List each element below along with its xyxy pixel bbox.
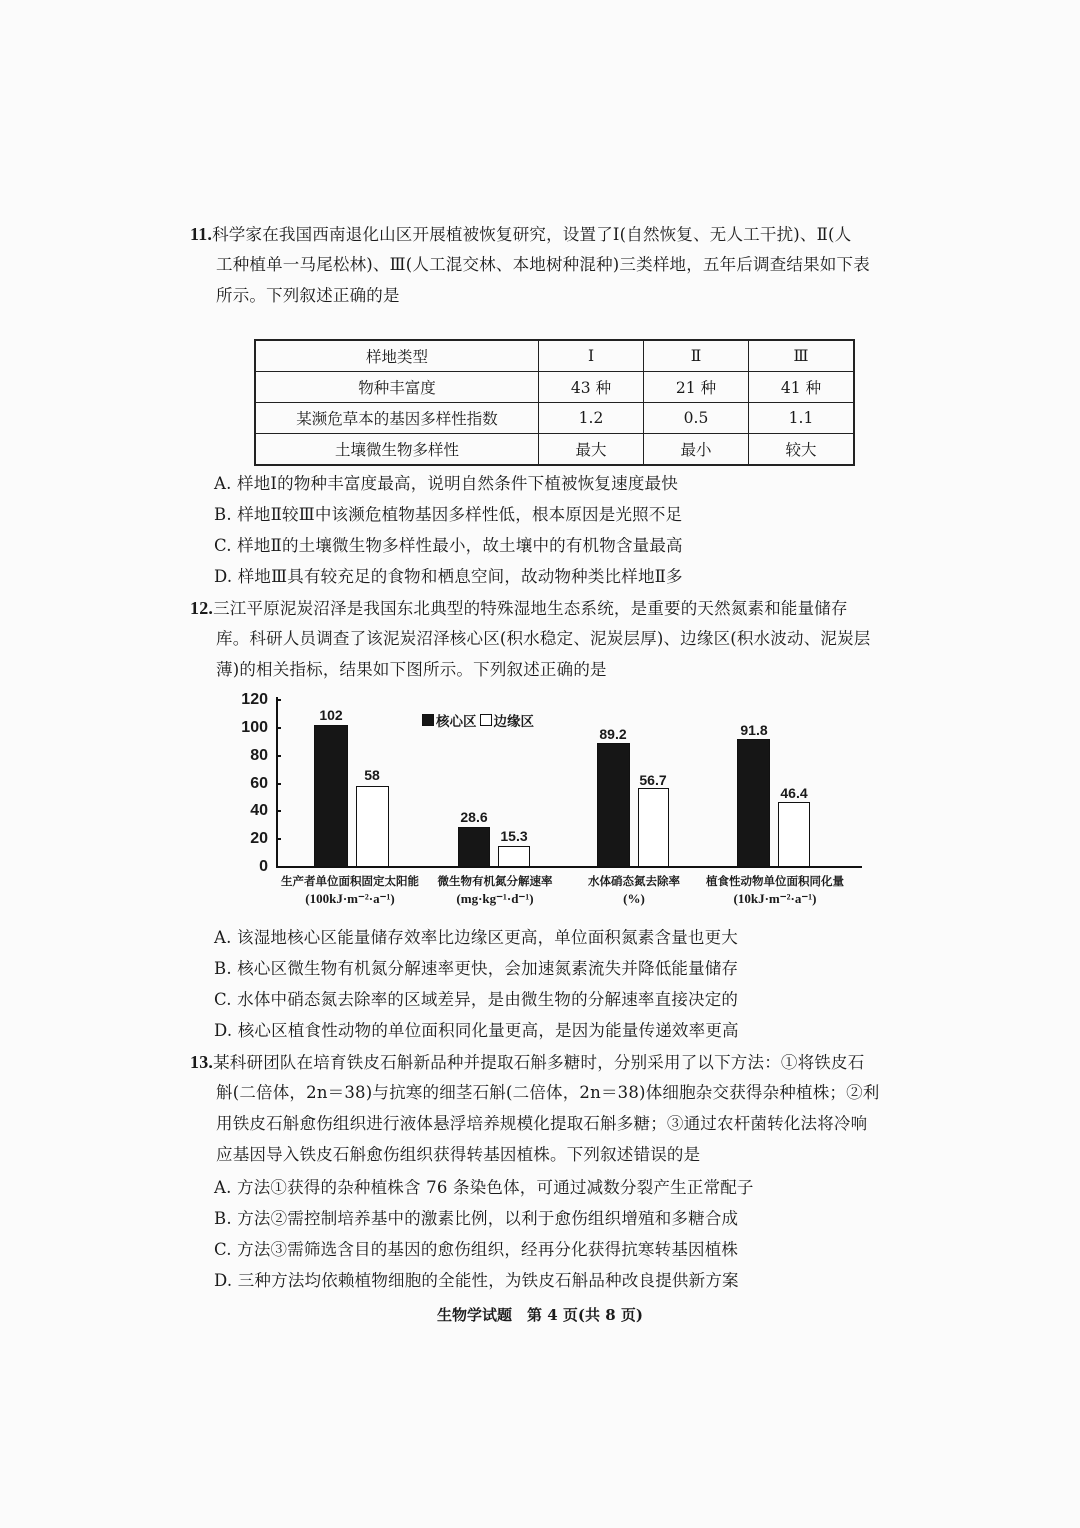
chart-legend — [422, 710, 534, 730]
stem-line: 库。科研人员调查了该泥炭沼泽核心区(积水稳定、泥炭层厚)、边缘区(积水波动、泥炭层 — [216, 629, 871, 648]
y-tick: 100 — [241, 719, 268, 736]
bar-edge-solar — [356, 786, 389, 867]
table-cell: 样地类型 — [255, 340, 539, 372]
category-name: 植食性动物单位面积同化量 — [706, 874, 844, 888]
table-row — [255, 403, 854, 434]
option-b: B. 核心区微生物有机氮分解速率更快，会加速氮素流失并降低能量储存 — [214, 959, 739, 978]
y-tick: 40 — [250, 802, 268, 819]
stem-line: 某科研团队在培育铁皮石斛新品种并提取石斛多糖时，分别采用了以下方法：①将铁皮石 — [213, 1053, 865, 1072]
category-name: 生产者单位面积固定太阳能 — [281, 874, 419, 888]
table-cell: 0.5 — [644, 403, 749, 434]
category-unit: (10kJ·m⁻²·a⁻¹) — [733, 891, 817, 906]
wetland-bar-chart — [230, 685, 880, 915]
x-category-label — [690, 873, 860, 907]
question-12 — [190, 598, 910, 688]
stem-line: 科学家在我国西南退化山区开展植被恢复研究，设置了Ⅰ(自然恢复、无人工干扰)、Ⅱ(人 — [212, 225, 852, 244]
table-cell: 最大 — [539, 434, 644, 466]
question-number: 12. — [190, 598, 214, 618]
page-footer: 生物学试题 第 4 页(共 8 页) — [437, 1306, 643, 1324]
legend-label-edge: 边缘区 — [493, 714, 534, 730]
bar-core-solar — [314, 725, 348, 867]
table-cell: 41 种 — [749, 372, 855, 403]
sample-plot-table — [254, 339, 855, 466]
y-tick: 20 — [250, 830, 268, 847]
table-cell: Ⅲ — [749, 340, 855, 372]
category-unit: (%) — [623, 891, 645, 906]
bar-edge-n-decomp — [498, 846, 530, 867]
y-tick: 80 — [250, 747, 268, 764]
table-cell: 某濒危草本的基因多样性指数 — [255, 403, 539, 434]
stem-line: 应基因导入铁皮石斛愈伤组织获得转基因植株。下列叙述错误的是 — [216, 1145, 701, 1164]
legend-swatch-core — [422, 714, 434, 726]
category-name: 水体硝态氮去除率 — [588, 874, 680, 888]
option-c: C. 水体中硝态氮去除率的区域差异，是由微生物的分解速率直接决定的 — [214, 990, 739, 1009]
table-row — [255, 434, 854, 466]
bar-edge-herbivore — [778, 802, 810, 867]
bar-value-label: 56.7 — [639, 772, 667, 788]
table-header-row — [255, 340, 854, 372]
question-13 — [190, 1052, 910, 1172]
table-cell: 21 种 — [644, 372, 749, 403]
option-a: A. 样地Ⅰ的物种丰富度最高，说明自然条件下植被恢复速度最快 — [214, 474, 678, 493]
bar-value-label: 91.8 — [740, 722, 768, 738]
option-d: D. 样地Ⅲ具有较充足的食物和栖息空间，故动物种类比样地Ⅱ多 — [214, 567, 683, 586]
table-row — [255, 372, 854, 403]
y-tick: 0 — [259, 858, 268, 875]
y-tick: 120 — [241, 691, 268, 708]
option-a: A. 方法①获得的杂种植株含 76 条染色体，可通过减数分裂产生正常配子 — [214, 1178, 754, 1197]
stem-line: 斛(二倍体，2n＝38)与抗寒的细茎石斛(二倍体，2n＝38)体细胞杂交获得杂种植株；②利 — [216, 1083, 880, 1102]
table-cell: 较大 — [749, 434, 855, 466]
question-12-options — [214, 928, 914, 1048]
y-tick: 60 — [250, 775, 268, 792]
bar-value-label: 58 — [364, 767, 380, 783]
table-cell: 物种丰富度 — [255, 372, 539, 403]
table-cell: Ⅰ — [539, 340, 644, 372]
bar-value-label: 46.4 — [780, 785, 808, 801]
option-c: C. 方法③需筛选含目的基因的愈伤组织，经再分化获得抗寒转基因植株 — [214, 1240, 739, 1259]
stem-line: 工种植单一马尾松林)、Ⅲ(人工混交林、本地树种混种)三类样地，五年后调查结果如下表 — [216, 255, 870, 274]
table-cell: 1.1 — [749, 403, 855, 434]
question-11-options — [214, 474, 914, 594]
category-name: 微生物有机氮分解速率 — [437, 874, 553, 888]
question-number: 13. — [190, 1052, 214, 1072]
table-cell: 1.2 — [539, 403, 644, 434]
stem-line: 薄)的相关指标，结果如下图所示。下列叙述正确的是 — [216, 660, 607, 679]
legend-label-core: 核心区 — [436, 714, 477, 730]
question-number: 11. — [190, 224, 213, 244]
table-cell: 最小 — [644, 434, 749, 466]
option-d: D. 核心区植食性动物的单位面积同化量更高，是因为能量传递效率更高 — [214, 1021, 739, 1040]
question-13-options — [214, 1178, 914, 1298]
bar-value-label: 102 — [319, 707, 343, 723]
option-b: B. 方法②需控制培养基中的激素比例，以利于愈伤组织增殖和多糖合成 — [214, 1209, 739, 1228]
bar-value-label: 89.2 — [599, 726, 627, 742]
bar-value-label: 28.6 — [460, 809, 488, 825]
bar-core-nitrate — [597, 743, 630, 867]
legend-swatch-edge — [480, 714, 492, 726]
table-cell: Ⅱ — [644, 340, 749, 372]
option-b: B. 样地Ⅱ较Ⅲ中该濒危植物基因多样性低，根本原因是光照不足 — [214, 505, 683, 524]
question-11 — [190, 224, 910, 324]
table-cell: 土壤微生物多样性 — [255, 434, 539, 466]
option-d: D. 三种方法均依赖植物细胞的全能性，为铁皮石斛品种改良提供新方案 — [214, 1271, 739, 1290]
category-unit: (mg·kg⁻¹·d⁻¹) — [456, 891, 534, 906]
stem-line: 三江平原泥炭沼泽是我国东北典型的特殊湿地生态系统，是重要的天然氮素和能量储存 — [213, 599, 848, 618]
bar-core-herbivore — [737, 739, 770, 867]
bar-value-label: 15.3 — [500, 828, 528, 844]
bar-edge-nitrate — [638, 788, 669, 867]
category-unit: (100kJ·m⁻²·a⁻¹) — [305, 891, 395, 906]
stem-line: 所示。下列叙述正确的是 — [216, 286, 400, 305]
table-cell: 43 种 — [539, 372, 644, 403]
option-c: C. 样地Ⅱ的土壤微生物多样性最小，故土壤中的有机物含量最高 — [214, 536, 683, 555]
option-a: A. 该湿地核心区能量储存效率比边缘区更高，单位面积氮素含量也更大 — [214, 928, 739, 947]
stem-line: 用铁皮石斛愈伤组织进行液体悬浮培养规模化提取石斛多糖；③通过农杆菌转化法将冷响 — [216, 1114, 868, 1133]
